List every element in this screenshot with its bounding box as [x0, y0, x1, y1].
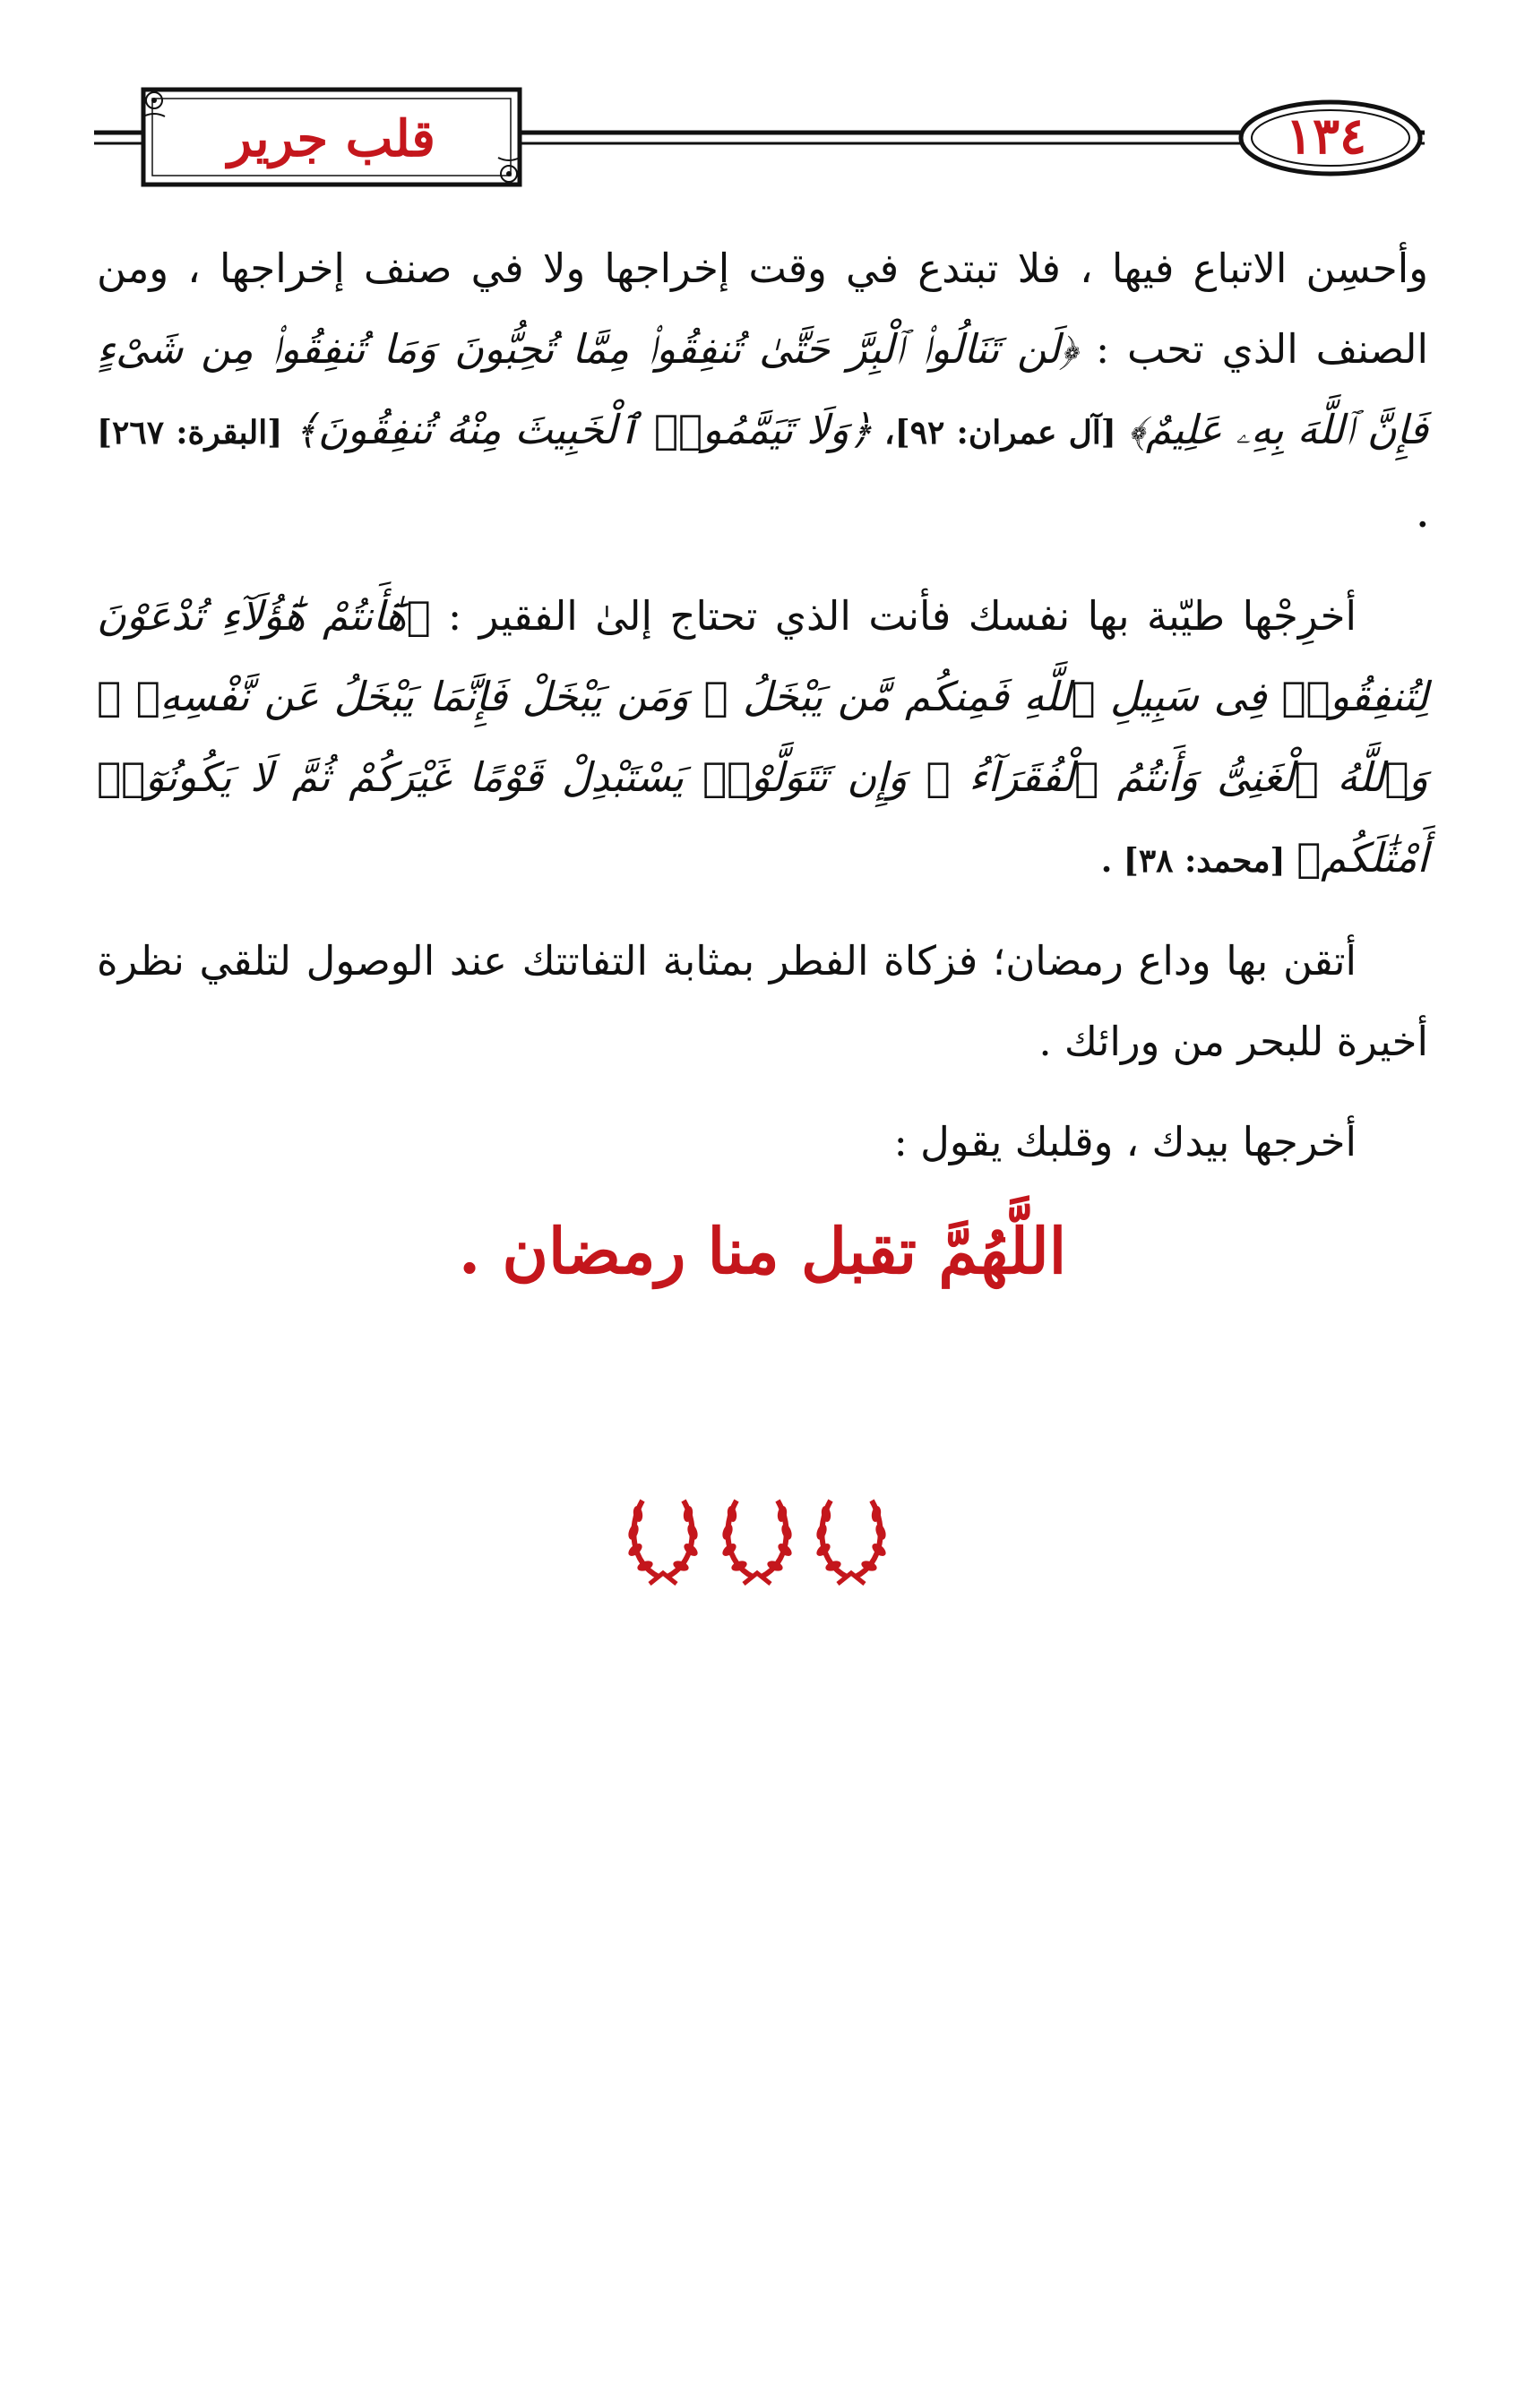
page-content [97, 228, 1428, 1301]
verse-reference: [آل عمران: ٩٢]، [872, 414, 1128, 452]
closing-dua: اللَّهُمَّ تقبل منا رمضان . [458, 1214, 1067, 1288]
paragraph-text: أخرجها بيدك ، وقلبك يقول : [893, 1118, 1357, 1165]
paragraph-4 [97, 1102, 1428, 1182]
quran-verse: ﴿لَن تَنَالُوا۟ ٱلْبِرَّ حَتَّىٰ تُنفِقُوا۟ مِمَّا تُحِبُّونَ وَمَا تُنفِقُوا۟ مِن شَىْءٍ فَإِنَّ ٱللَّهَ بِهِۦ عَلِيمٌ﴾ [97, 325, 1428, 453]
paragraph-text: أخرِجْها طيّبة بها نفسك فأنت الذي تحتاج إلىٰ الفقير : [430, 592, 1357, 640]
verse-reference: [البقرة: ٢٦٧] . [97, 414, 1428, 535]
book-title: قلب جرير [228, 109, 435, 168]
paragraph-text: أتقن بها وداع رمضان؛ فزكاة الفطر بمثابة التفاتتك عند الوصول لتلقي نظرة أخيرة للبحر من ورائك . [97, 937, 1428, 1065]
verse-reference: [محمد: ٣٨] . [1100, 842, 1297, 880]
quran-verse: ﴿هَٰٓأَنتُمْ هَٰٓؤُلَآءِ تُدْعَوْنَ لِتُنفِقُوا۟ فِى سَبِيلِ ٱللَّهِ فَمِنكُم مَّن يَبْخَلُ ۖ وَمَن يَبْخَلْ فَإِنَّمَا يَبْخَلُ عَن نَّفْسِهِۦ ۚ وَٱللَّهُ ٱلْغَنِىُّ وَأَنتُمُ ٱلْفُقَرَآءُ ۚ وَإِن تَتَوَلَّوْا۟ يَسْتَبْدِلْ قَوْمًا غَيْرَكُمْ ثُمَّ لَا يَكُونُوٓا۟ أَمْثَٰلَكُم﴾ [97, 592, 1428, 882]
quran-verse: ﴿وَلَا تَيَمَّمُوا۟ ٱلْخَبِيثَ مِنْهُ تُنفِقُونَ﴾ [294, 406, 873, 453]
paragraph-text: وأحسِن الاتباع فيها ، فلا تبتدع في وقت إخراجها ولا في صنف إخراجها ، ومن الصنف الذي تحب : [97, 245, 1428, 373]
paragraph-3 [97, 921, 1428, 1082]
paragraph-2 [97, 576, 1428, 901]
triple-wreath-icon [618, 1487, 896, 1595]
paragraph-1 [97, 228, 1428, 556]
page-number: ١٣٤ [1285, 107, 1367, 166]
